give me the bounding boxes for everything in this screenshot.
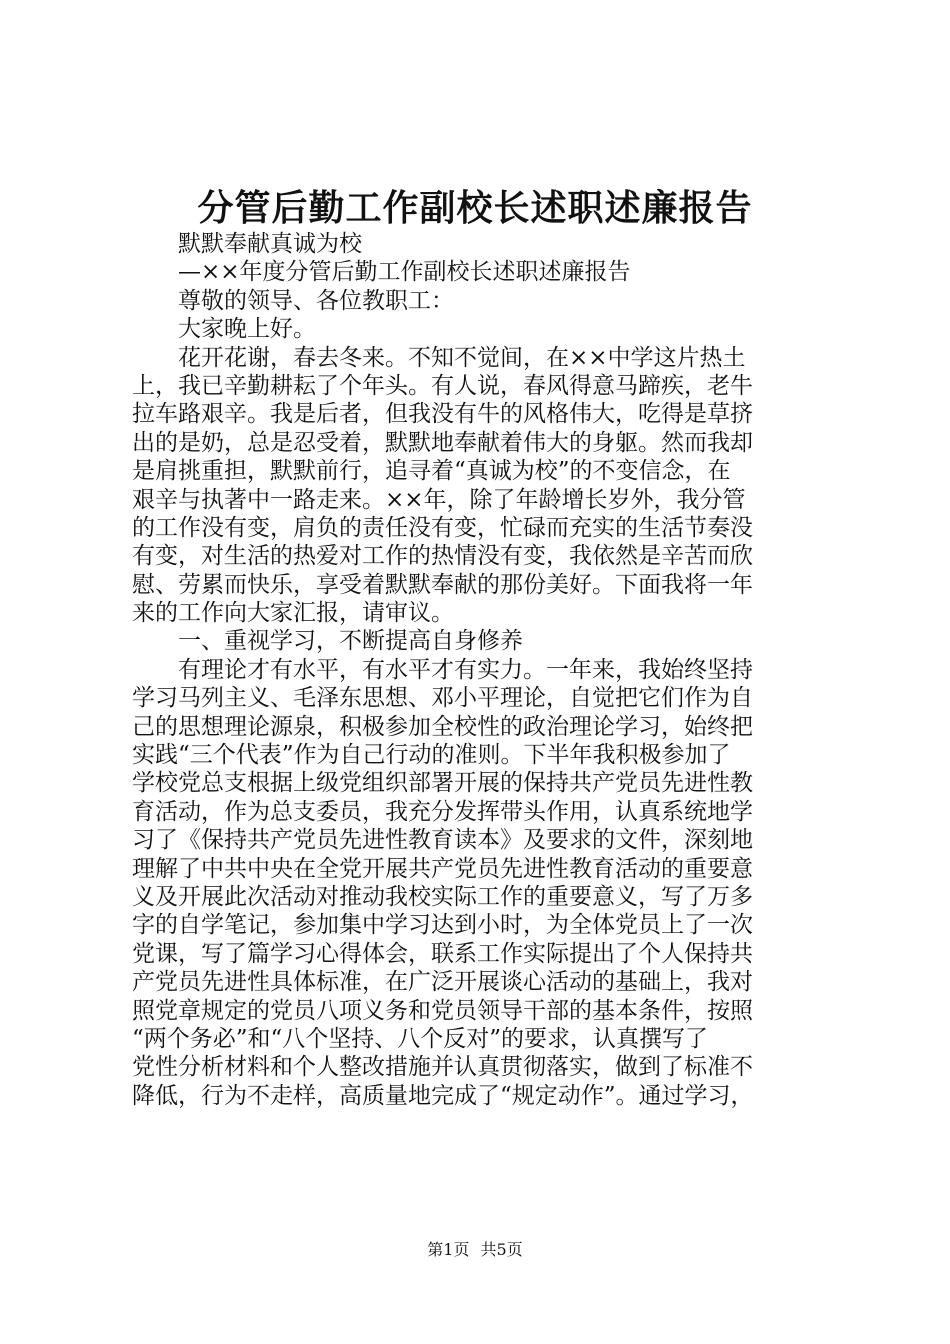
text-line: 有理论才有水平，有水平才有实力。一年来，我始终坚持 bbox=[178, 656, 753, 683]
section-heading: 一、重视学习，不断提高自身修养 bbox=[178, 628, 523, 655]
text-line: 花开花谢，春去冬来。不知不觉间，在××中学这片热土 bbox=[178, 344, 746, 371]
text-line: 照党章规定的党员八项义务和党员领导干部的基本条件，按照 bbox=[132, 997, 753, 1024]
salutation-line: 尊敬的领导、各位教职工： bbox=[178, 287, 454, 314]
page-number: 第1页 bbox=[427, 1240, 470, 1259]
text-line: 党性分析材料和个人整改措施并认真贯彻落实，做到了标准不 bbox=[132, 1054, 753, 1081]
text-line: 产党员先进性具体标准，在广泛开展谈心活动的基础上，我对 bbox=[132, 969, 753, 996]
greeting-line: 大家晚上好。 bbox=[178, 316, 316, 343]
text-line: 上，我已辛勤耕耘了个年头。有人说，春风得意马蹄疾，老牛 bbox=[132, 372, 753, 399]
text-line: 慰、劳累而快乐，享受着默默奉献的那份美好。下面我将一年 bbox=[132, 571, 753, 598]
text-line: 己的思想理论源泉，积极参加全校性的政治理论学习，始终把 bbox=[132, 713, 753, 740]
text-line: 是肩挑重担，默默前行，追寻着“真诚为校”的不变信念，在 bbox=[132, 458, 731, 485]
text-line: 实践“三个代表”作为自己行动的准则。下半年我积极参加了 bbox=[132, 742, 731, 769]
text-line: 出的是奶，总是忍受着，默默地奉献着伟大的身躯。然而我却 bbox=[132, 429, 753, 456]
text-line: 党课，写了篇学习心得体会，联系工作实际提出了个人保持共 bbox=[132, 940, 753, 967]
subtitle-line: —××年度分管后勤工作副校长述职述廉报告 bbox=[178, 259, 631, 286]
subtitle-line: 默默奉献真诚为校 bbox=[178, 231, 362, 257]
text-line: 育活动，作为总支委员，我充分发挥带头作用，认真系统地学 bbox=[132, 798, 753, 825]
text-line: 有变，对生活的热爱对工作的热情没有变，我依然是辛苦而欣 bbox=[132, 543, 753, 570]
text-line: 来的工作向大家汇报，请审议。 bbox=[132, 600, 454, 627]
page-total: 共5页 bbox=[480, 1240, 523, 1259]
text-line: 的工作没有变，肩负的责任没有变，忙碌而充实的生活节奏没 bbox=[132, 514, 753, 541]
page-title: 分管后勤工作副校长述职述廉报告 bbox=[197, 187, 753, 229]
paragraph-1 bbox=[132, 344, 832, 628]
text-line: 字的自学笔记，参加集中学习达到小时，为全体党员上了一次 bbox=[132, 912, 753, 939]
text-line: 学校党总支根据上级党组织部署开展的保持共产党员先进性教 bbox=[132, 770, 753, 797]
text-line: 义及开展此次活动对推动我校实际工作的重要意义，写了万多 bbox=[132, 883, 753, 910]
text-line: 学习马列主义、毛泽东思想、邓小平理论，自觉把它们作为自 bbox=[132, 685, 753, 712]
text-line: “两个务必”和“八个坚持、八个反对”的要求，认真撰写了 bbox=[132, 1025, 709, 1052]
text-line: 降低，行为不走样，高质量地完成了“规定动作”。通过学习， bbox=[132, 1082, 754, 1109]
paragraph-2 bbox=[132, 656, 832, 1110]
text-line: 艰辛与执著中一路走来。××年，除了年龄增长岁外，我分管 bbox=[132, 486, 746, 513]
text-line: 理解了中共中央在全党开展共产党员先进性教育活动的重要意 bbox=[132, 855, 753, 882]
text-line: 拉车路艰辛。我是后者，但我没有牛的风格伟大，吃得是草挤 bbox=[132, 401, 753, 428]
text-line: 习了《保持共产党员先进性教育读本》及要求的文件，深刻地 bbox=[132, 827, 753, 854]
page-footer bbox=[0, 1239, 950, 1261]
document-body bbox=[132, 230, 832, 1110]
